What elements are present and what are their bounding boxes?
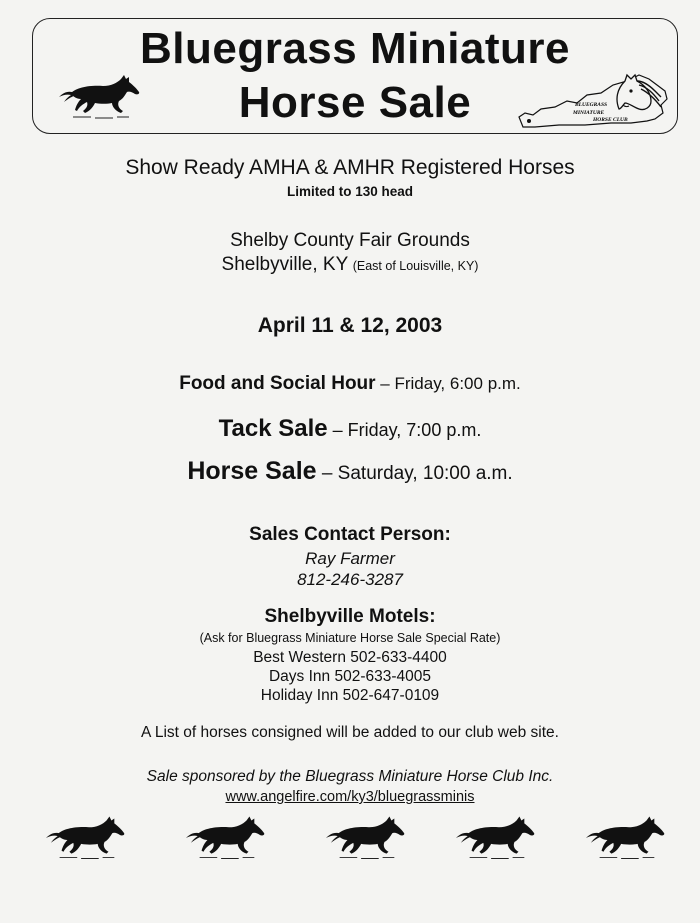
kentucky-map-logo xyxy=(515,69,671,131)
motels-heading: Shelbyville Motels: xyxy=(264,606,436,627)
event-name: Food and Social Hour xyxy=(179,373,376,394)
sponsor-text: Sale sponsored by the Bluegrass Miniature Horse Club Inc. xyxy=(146,768,554,785)
event-horse xyxy=(0,457,700,486)
event-tack xyxy=(0,415,700,443)
running-horse-icon xyxy=(324,814,408,864)
motel-item: Days Inn 502-633-4005 xyxy=(268,668,431,685)
website-link[interactable]: www.angelfire.com/ky3/bluegrassminis xyxy=(225,789,475,805)
event-name: Tack Sale xyxy=(218,415,328,442)
running-horse-icon xyxy=(454,814,538,864)
headline: Show Ready AMHA & AMHR Registered Horses xyxy=(125,156,575,179)
event-time: – Saturday, 10:00 a.m. xyxy=(316,463,513,484)
map-label-2: MINIATURE xyxy=(573,110,605,116)
contact-heading: Sales Contact Person: xyxy=(249,524,451,545)
motel-item: Best Western 502-633-4400 xyxy=(253,649,447,666)
contact-name: Ray Farmer xyxy=(305,549,395,568)
city-line xyxy=(0,254,700,276)
event-dates: April 11 & 12, 2003 xyxy=(257,314,443,337)
map-label-1: BLUEGRASS xyxy=(575,102,608,108)
event-time: – Friday, 6:00 p.m. xyxy=(375,374,521,393)
event-name: Horse Sale xyxy=(187,457,317,485)
running-horse-icon xyxy=(44,814,128,864)
title-line-2: Horse Sale xyxy=(238,78,472,127)
title-banner xyxy=(32,18,678,134)
motels-note: (Ask for Bluegrass Miniature Horse Sale Special Rate) xyxy=(199,631,501,645)
event-food xyxy=(0,373,700,395)
running-horse-icon xyxy=(57,73,143,123)
consignment-note: A List of horses consigned will be added to our club web site. xyxy=(141,724,559,741)
city: Shelbyville, KY xyxy=(221,254,349,275)
city-note: (East of Louisville, KY) xyxy=(352,259,479,273)
contact-phone: 812-246-3287 xyxy=(297,570,403,589)
title-line-1: Bluegrass Miniature xyxy=(139,24,571,73)
venue: Shelby County Fair Grounds xyxy=(230,230,470,251)
running-horse-icon xyxy=(184,814,268,864)
event-time: – Friday, 7:00 p.m. xyxy=(327,420,482,440)
limit-text: Limited to 130 head xyxy=(286,184,414,199)
running-horse-icon xyxy=(584,814,668,864)
map-label-3: HORSE CLUB xyxy=(593,117,628,123)
motel-item: Holiday Inn 502-647-0109 xyxy=(260,687,440,704)
